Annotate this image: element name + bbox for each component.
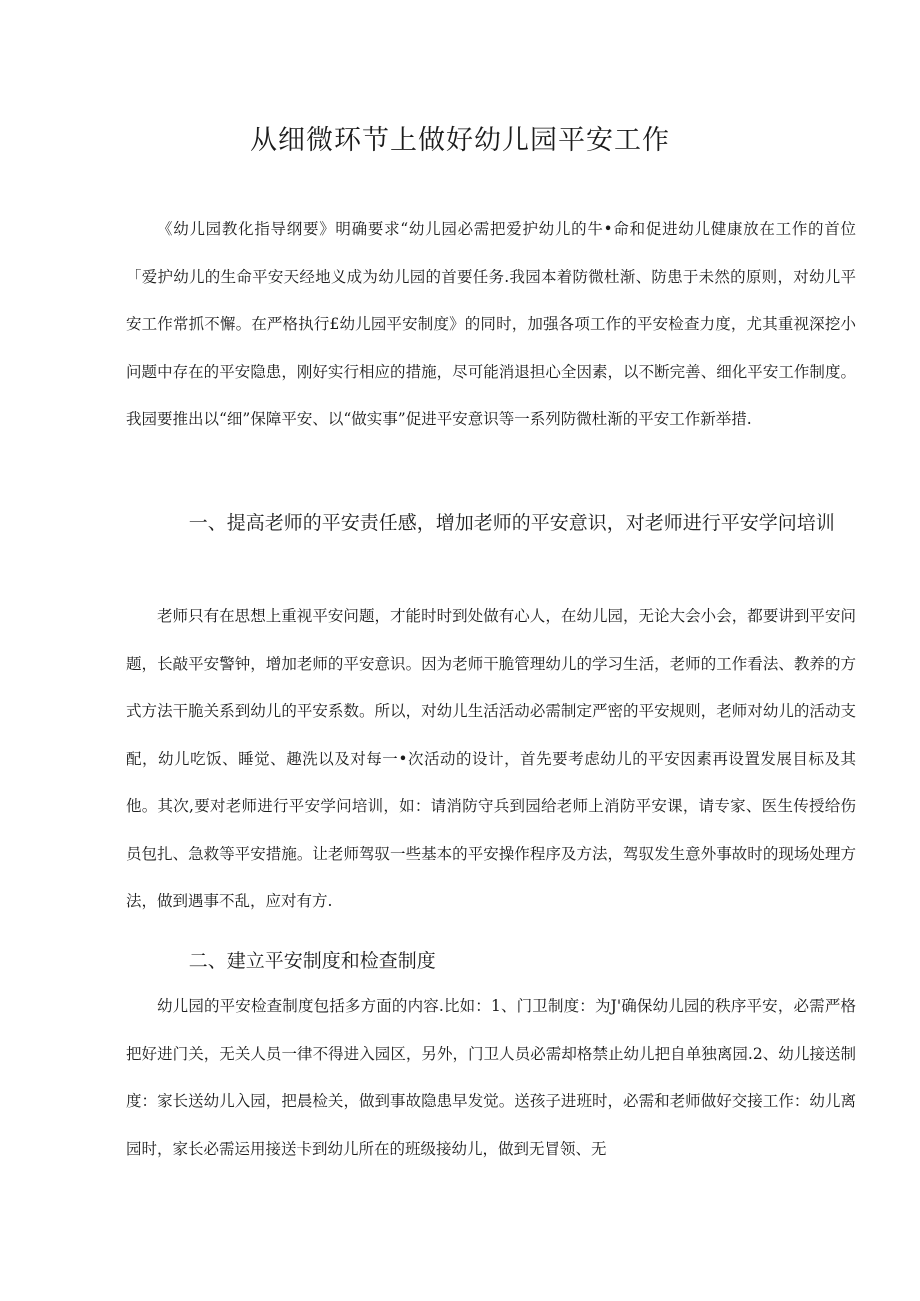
section-2-heading: 二、建立平安制度和检查制度	[188, 950, 436, 972]
document-title: 从细微环节上做好幼儿园平安工作	[250, 125, 670, 156]
section-1-heading: 一、提高老师的平安责任感，增加老师的平安意识，对老师进行平安学问培训	[188, 512, 835, 534]
intro-paragraph: 《幼儿园教化指导纲要》明确要求“幼儿园必需把爱护幼儿的牛•命和促进幼儿健康放在工作的首位「爱护幼儿的生命平安天经地义成为幼儿园的首要任务.我园本着防微杜渐、防患于未然的原则，对幼儿平安工作常抓不懈。在严格执行£幼儿园平安制度》的同时，加强各项工作的平安检查力度，尤其重视深挖小问题中存在的平安隐患，刚好实行相应的措施，尽可能消退担心全因素，以不断完善、细化平安工作制度。我园要推出以“细”保障平安、以“做实事”促进平安意识等一系列防微杜渐的平安工作新举措.	[126, 220, 856, 428]
section-2-paragraph: 幼儿园的平安检查制度包括多方面的内容.比如：1、门卫制度：为J'确保幼儿园的秩序平安，必需严格把好进门关，无关人员一律不得进入园区，另外，门卫人员必需却格禁止幼儿把自单独离园.2、幼儿接送制度：家长送幼儿入园，把晨检关，做到事故隐患早发觉。送孩子进班时，必需和老师做好交接工作：幼儿离园时，家长必需运用接送卡到幼儿所在的班级接幼儿，做到无冒领、无	[126, 997, 856, 1158]
section-1-paragraph: 老师只有在思想上重视平安问题，才能时时到处做有心人，在幼儿园，无论大会小会，都要讲到平安问题，长敲平安警钟，增加老师的平安意识。因为老师干脆管理幼儿的学习生活，老师的工作看法、教养的方式方法干脆关系到幼儿的平安系数。所以，对幼儿生活活动必需制定严密的平安规则，老师对幼儿的活动支配，幼儿吃饭、睡觉、趣洗以及对每一•次活动的设计，首先要考虑幼儿的平安因素再设置发展目标及其他。其次,要对老师进行平安学问培训，如：请消防守兵到园给老师上消防平安课，请专家、医生传授给伤员包扎、急救等平安措施。让老师驾驭一些基本的平安操作程序及方法，驾驭发生意外事故时的现场处理方法，做到遇事不乱，应对有方.	[126, 607, 856, 910]
